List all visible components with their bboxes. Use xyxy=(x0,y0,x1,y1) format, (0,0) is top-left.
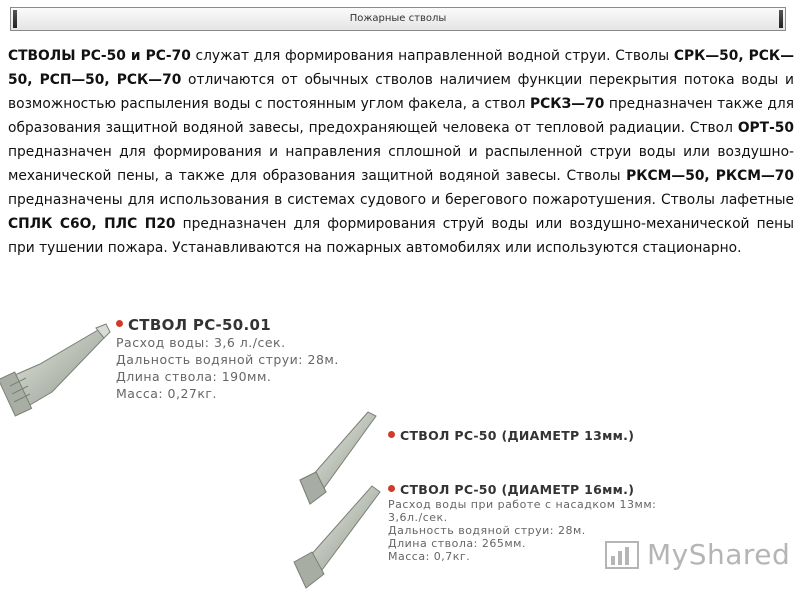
product-title xyxy=(388,428,688,443)
spec-line: Дальность водяной струи: 28м. xyxy=(388,524,586,537)
text-run: отличаются от обычных стволов наличием функции перекрытия потока воды и возможностью распыления воды с постоянным углом факела, а ствол xyxy=(8,72,794,112)
bold-term: РКСМ—50, РКСМ—70 xyxy=(626,168,795,184)
text-run: служат для формирования направленной водной струи. Стволы xyxy=(190,48,674,64)
product-title-text: СТВОЛ РС-50 (ДИАМЕТР 13мм.) xyxy=(400,428,635,443)
watermark-text: MyShared xyxy=(647,538,791,571)
product-card-rs-50-01 xyxy=(116,316,416,402)
bold-term: СПЛК С6О, ПЛС П20 xyxy=(8,216,176,232)
bold-term: СРК—50, РСК—50, РСП—50, РСК—70 xyxy=(8,48,794,88)
slide-header xyxy=(0,0,800,40)
text-run: предназначен для формирования и направления сплошной и распыленной струи воды или воздушно-механической пены, а также для образования защитной водяной завесы. Стволы xyxy=(8,144,794,184)
nozzle-image-rs-50-01 xyxy=(0,316,130,426)
bullet-icon xyxy=(116,320,123,327)
bullet-icon xyxy=(388,431,395,438)
product-title-text: СТВОЛ РС-50 (ДИАМЕТР 16мм.) xyxy=(400,482,635,497)
bold-term: ОРТ-50 xyxy=(737,120,794,136)
spec-line: Масса: 0,7кг. xyxy=(388,550,471,563)
spec-line: Длина ствола: 190мм. xyxy=(116,369,272,384)
text-run: предназначен для формирования струй воды или воздушно-механической пены при тушении пожара. Устанавливаются на пожарных автомобилях или используются стационарно. xyxy=(8,216,794,256)
product-card-rs-50-13mm xyxy=(388,428,688,443)
spec-line: Расход воды: 3,6 л./сек. xyxy=(116,335,286,350)
product-title-text: СТВОЛ РС-50.01 xyxy=(128,316,271,334)
product-title xyxy=(388,482,688,497)
watermark xyxy=(605,538,790,571)
bold-term: РСКЗ—70 xyxy=(529,96,605,112)
text-run: предназначен также для образования защитной водяной завесы, предохраняющей человека от тепловой радиации. Ствол xyxy=(8,96,795,136)
page-title: Пожарные стволы xyxy=(349,13,447,24)
bold-term: СТВОЛЫ РС-50 и РС-70 xyxy=(8,48,191,64)
spec-line: Масса: 0,27кг. xyxy=(116,386,217,401)
description-paragraph xyxy=(8,44,794,260)
bullet-icon xyxy=(388,485,395,492)
nozzle-image-rs-50-16mm xyxy=(280,480,390,600)
spec-line: Расход воды при работе с насадком 13мм: 3,6л./сек. xyxy=(388,498,657,524)
bar-chart-icon xyxy=(605,540,639,570)
spec-line: Дальность водяной струи: 28м. xyxy=(116,352,339,367)
title-bar xyxy=(10,7,786,31)
spec-line: Длина ствола: 265мм. xyxy=(388,537,526,550)
product-title xyxy=(116,316,416,334)
text-run: предназначены для использования в системах судового и берегового пожаротушения. Стволы лафетные xyxy=(8,192,794,208)
